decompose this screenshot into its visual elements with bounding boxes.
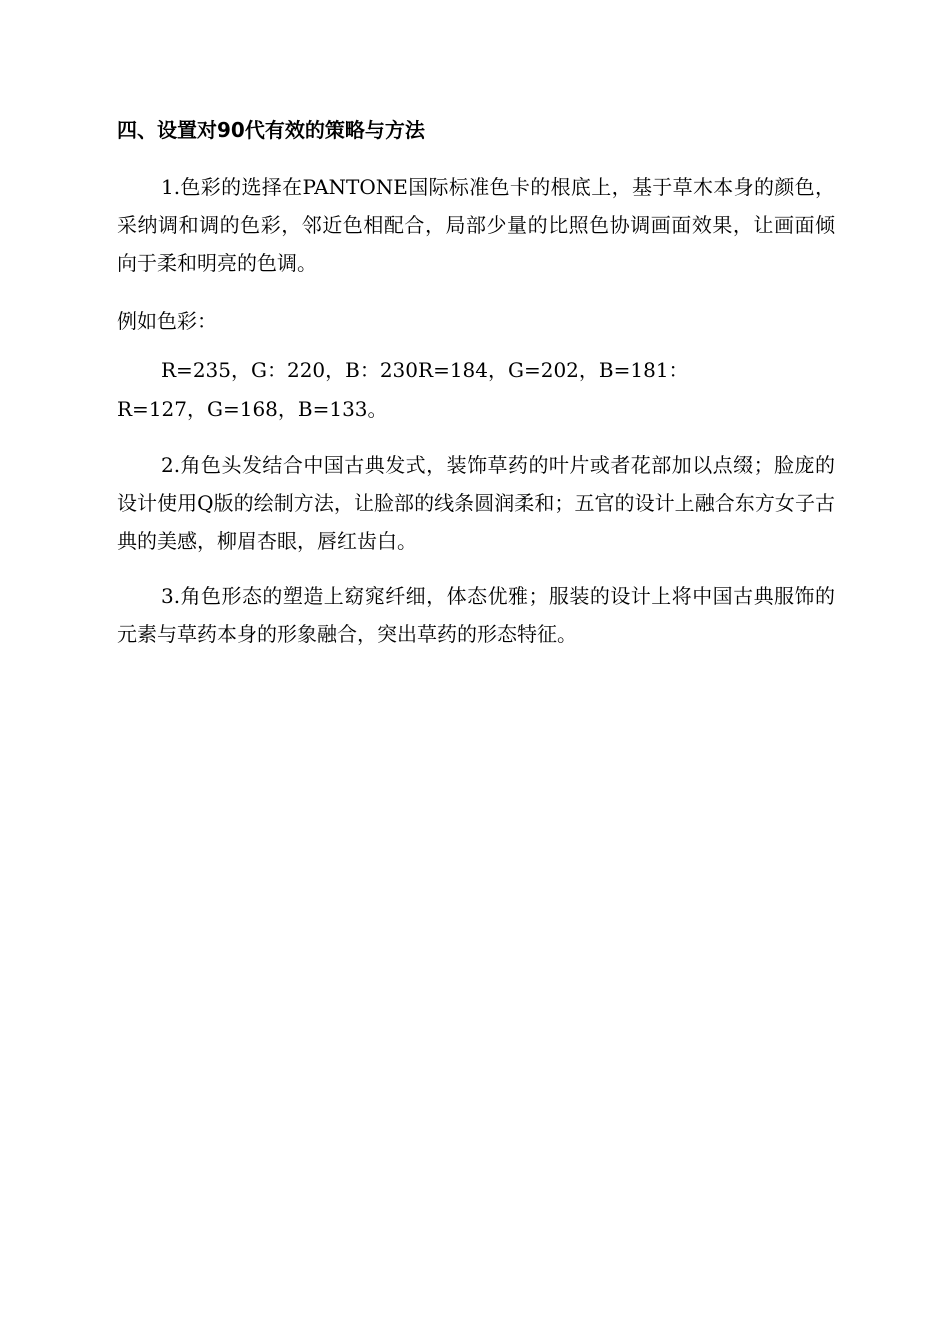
example-label: 例如色彩： [117, 309, 217, 333]
rgb-values-line-1: R=235，G：220，B：230R=184，G=202，B=181： [161, 358, 689, 382]
paragraph-body-costume-design: 3.角色形态的塑造上窈窕纤细，体态优雅；服装的设计上将中国古典服饰的元素与草药本身的形象融合，突出草药的形态特征。 [117, 584, 835, 646]
section-heading: 四、设置对90代有效的策略与方法 [117, 118, 425, 142]
paragraph-color-choice: 1.色彩的选择在PANTONE国际标准色卡的根底上，基于草木本身的颜色，采纳调和调的色彩，邻近色相配合，局部少量的比照色协调画面效果，让画面倾向于柔和明亮的色调。 [117, 175, 835, 275]
paragraph-hair-face-design: 2.角色头发结合中国古典发式，装饰草药的叶片或者花部加以点缀；脸庞的设计使用Q版的绘制方法，让脸部的线条圆润柔和；五官的设计上融合东方女子古典的美感，柳眉杏眼，唇红齿白。 [117, 453, 835, 553]
rgb-values-line-2: R=127，G=168，B=133。 [117, 397, 388, 421]
